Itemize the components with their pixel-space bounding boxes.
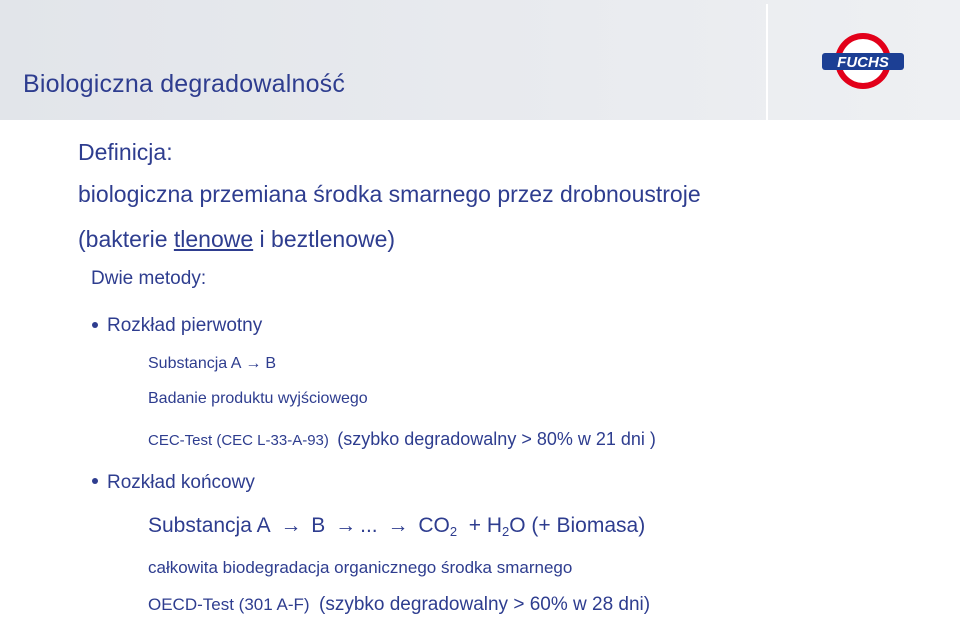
definition-bacteria [78,226,395,253]
method2-reaction [148,514,645,539]
arrow-right-icon: → [335,514,357,537]
co2-subscript: 2 [449,524,458,539]
h2o-suffix: O (+ Biomasa) [509,514,646,537]
logo-text: FUCHS [837,54,889,71]
bacteria-underlined: tlenowe [173,226,254,252]
method2-sub-b: B [311,514,326,537]
method2-title: Rozkład końcowy [107,472,255,493]
method1-test [148,429,656,450]
co2-text: CO [418,514,450,537]
definition-label: Definicja: [78,139,173,165]
bullet-icon [92,322,98,328]
method1-substance [148,355,276,373]
definition-text: biologiczna przemiana środka smarnego przez drobnoustroje [78,181,701,207]
method2-description: całkowita biodegradacja organicznego środka smarnego [148,558,573,577]
bacteria-suffix: i beztlenowe) [253,226,396,252]
method1-sub-a: Substancja A [148,355,242,372]
bacteria-prefix: (bakterie [78,226,174,252]
arrow-right-icon: → [245,355,262,372]
method2-sub-a: Substancja A [148,514,271,537]
method1-title: Rozkład pierwotny [107,315,263,336]
methods-label: Dwie metody: [91,268,207,289]
method2-dots: ... [360,514,378,537]
h2o-subscript: 2 [502,524,510,539]
fuchs-logo-icon [822,30,904,92]
method1-sub-b: B [265,355,277,372]
method2-test-name: OECD-Test (301 A-F) [148,595,310,614]
arrow-right-icon: → [387,514,409,537]
h2o-prefix: + H [468,514,503,537]
method2-note: (szybko degradowalny > 60% w 28 dni) [319,594,651,615]
slide-header [0,0,960,120]
bullet-icon [92,478,98,484]
slide-title: Biologiczna degradowalność [23,70,346,98]
method1-test-name: CEC-Test (CEC L-33-A-93) [148,432,329,449]
method1-description: Badanie produktu wyjściowego [148,390,368,407]
arrow-right-icon: → [280,514,302,537]
header-divider [766,4,768,120]
method2-test [148,594,650,616]
method1-note: (szybko degradowalny > 80% w 21 dni ) [337,429,656,449]
